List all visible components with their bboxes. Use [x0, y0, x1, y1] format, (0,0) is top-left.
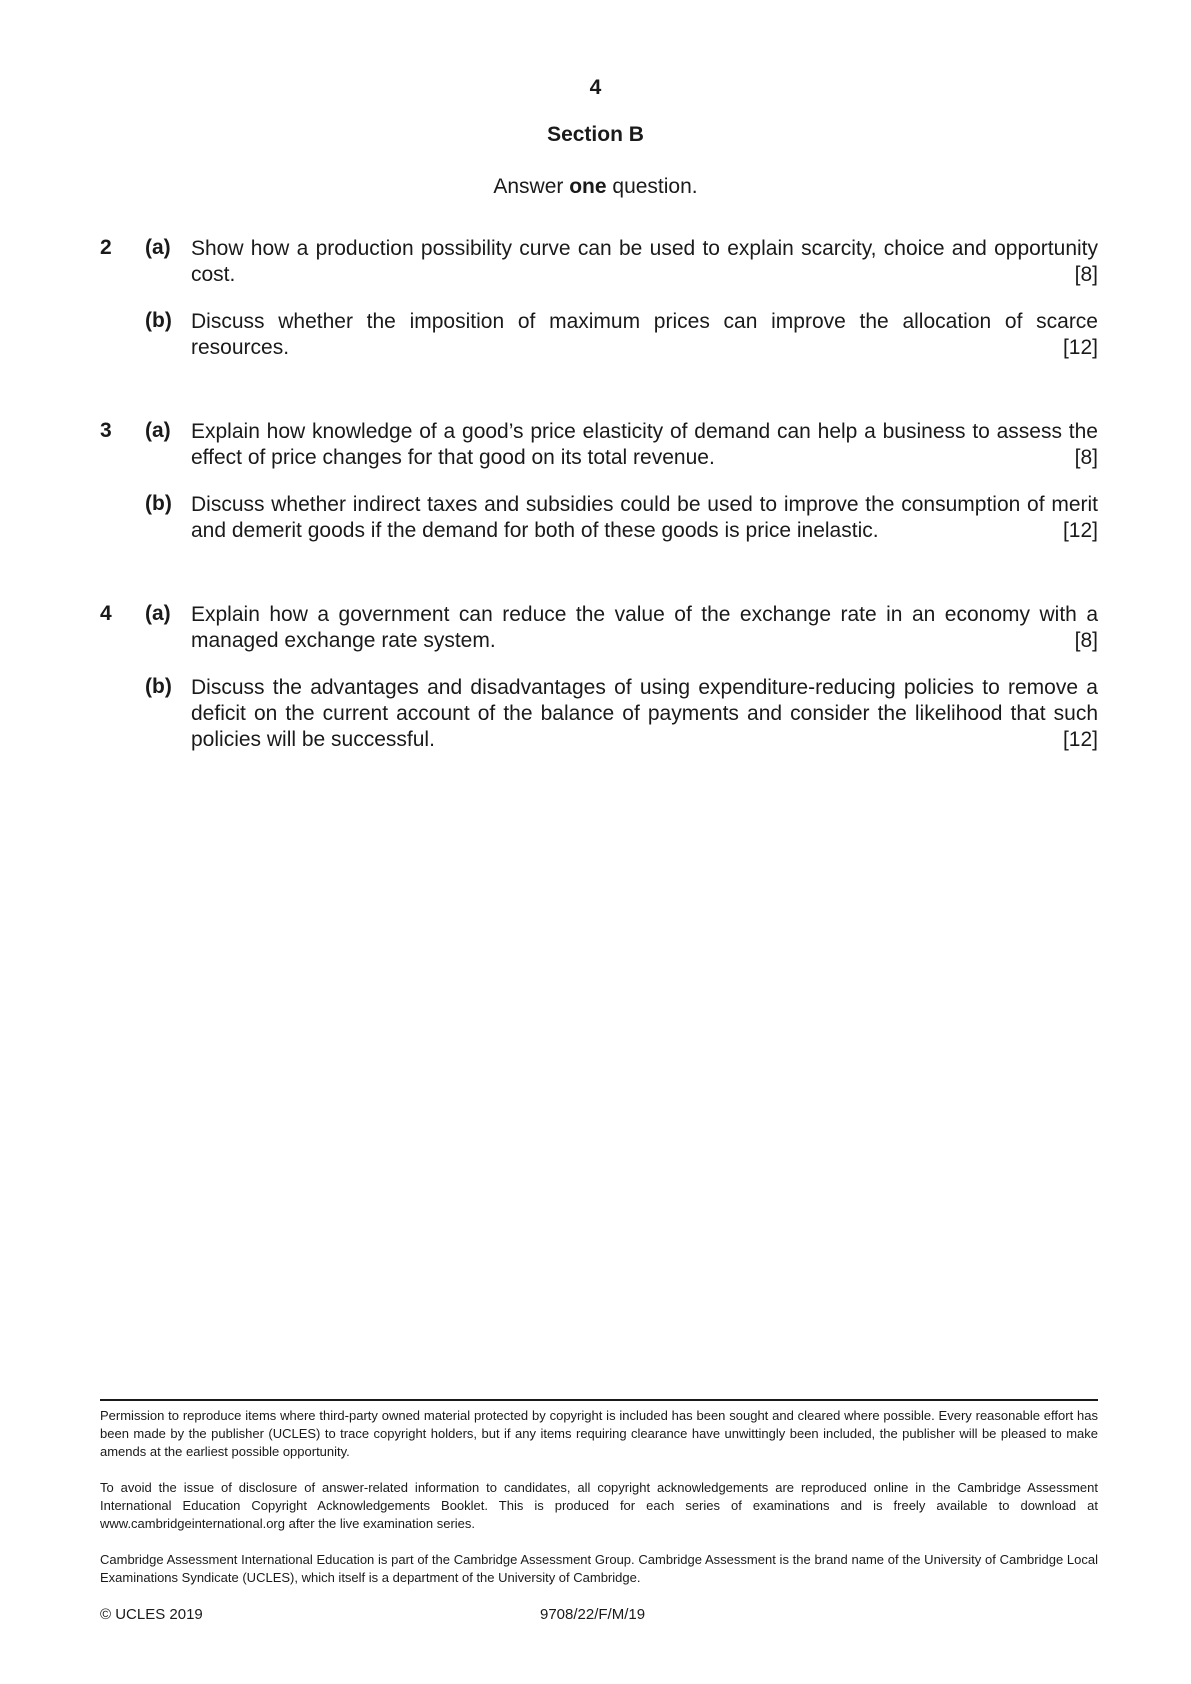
page-number: 4: [589, 76, 602, 99]
part-label: (a): [145, 602, 171, 625]
marks: [8]: [1074, 446, 1098, 469]
section-title: Section B: [547, 123, 644, 146]
part-question-text: Discuss whether the imposition of maximum prices can improve the allocation of scarce resources.: [191, 310, 1098, 359]
marks: [12]: [1062, 336, 1098, 359]
instruction-emphasis: one: [569, 175, 607, 198]
instruction-before: Answer: [493, 175, 570, 198]
part-text: [191, 236, 1098, 288]
marks: [8]: [1074, 263, 1098, 286]
part-label: (a): [145, 419, 171, 442]
marks: [12]: [1062, 728, 1098, 751]
question-number: 2: [100, 236, 112, 259]
footer-disclosure-text: To avoid the issue of disclosure of answer-related information to candidates, all copyright acknowledgements are reproduced online in the Cambridge Assessment International Education Copyright Acknowledgements Booklet. This is produced for each series of examinations and is freely available to download at www.cambridgeinternational.org after the live examination series.: [100, 1480, 1098, 1531]
part-question-text: Explain how a government can reduce the value of the exchange rate in an economy with a managed exchange rate system.: [191, 603, 1098, 652]
marks: [8]: [1074, 629, 1098, 652]
part-question-text: Discuss whether indirect taxes and subsidies could be used to improve the consumption of merit and demerit goods if the demand for both of these goods is price inelastic.: [191, 493, 1098, 542]
instruction: [0, 175, 1191, 199]
paper-code: 9708/22/F/M/19: [540, 1606, 646, 1623]
question-number: 4: [100, 602, 112, 625]
marks: [12]: [1062, 519, 1098, 542]
copyright-notice: © UCLES 2019: [100, 1606, 203, 1623]
footer-permission-text: Permission to reproduce items where third-party owned material protected by copyright is included has been sought and cleared where possible. Every reasonable effort has been made by the publisher (UCLES) to trace copyright holders, but if any items requiring clearance have unwittingly been included, the publisher will be pleased to make amends at the earliest possible opportunity.: [100, 1408, 1098, 1459]
part-text: [191, 309, 1098, 361]
part-question-text: Discuss the advantages and disadvantages of using expenditure-reducing policies to remove a deficit on the current account of the balance of payments and consider the likelihood that such policies will be successful.: [191, 676, 1098, 751]
instruction-after: question.: [606, 175, 698, 198]
part-text: [191, 675, 1098, 753]
footer-organisation-text: Cambridge Assessment International Education is part of the Cambridge Assessment Group. Cambridge Assessment is the brand name of the University of Cambridge Local Examinations Syndicate (UCLES), which itself is a department of the University of Cambridge.: [100, 1552, 1098, 1585]
part-text: [191, 602, 1098, 654]
part-label: (b): [145, 309, 172, 332]
part-question-text: Explain how knowledge of a good’s price elasticity of demand can help a business to assess the effect of price changes for that good on its total revenue.: [191, 420, 1098, 469]
footer-divider: [100, 1399, 1098, 1401]
part-label: (a): [145, 236, 171, 259]
part-text: [191, 492, 1098, 544]
part-text: [191, 419, 1098, 471]
part-label: (b): [145, 675, 172, 698]
part-question-text: Show how a production possibility curve can be used to explain scarcity, choice and opportunity cost.: [191, 237, 1098, 286]
question-number: 3: [100, 419, 112, 442]
part-label: (b): [145, 492, 172, 515]
